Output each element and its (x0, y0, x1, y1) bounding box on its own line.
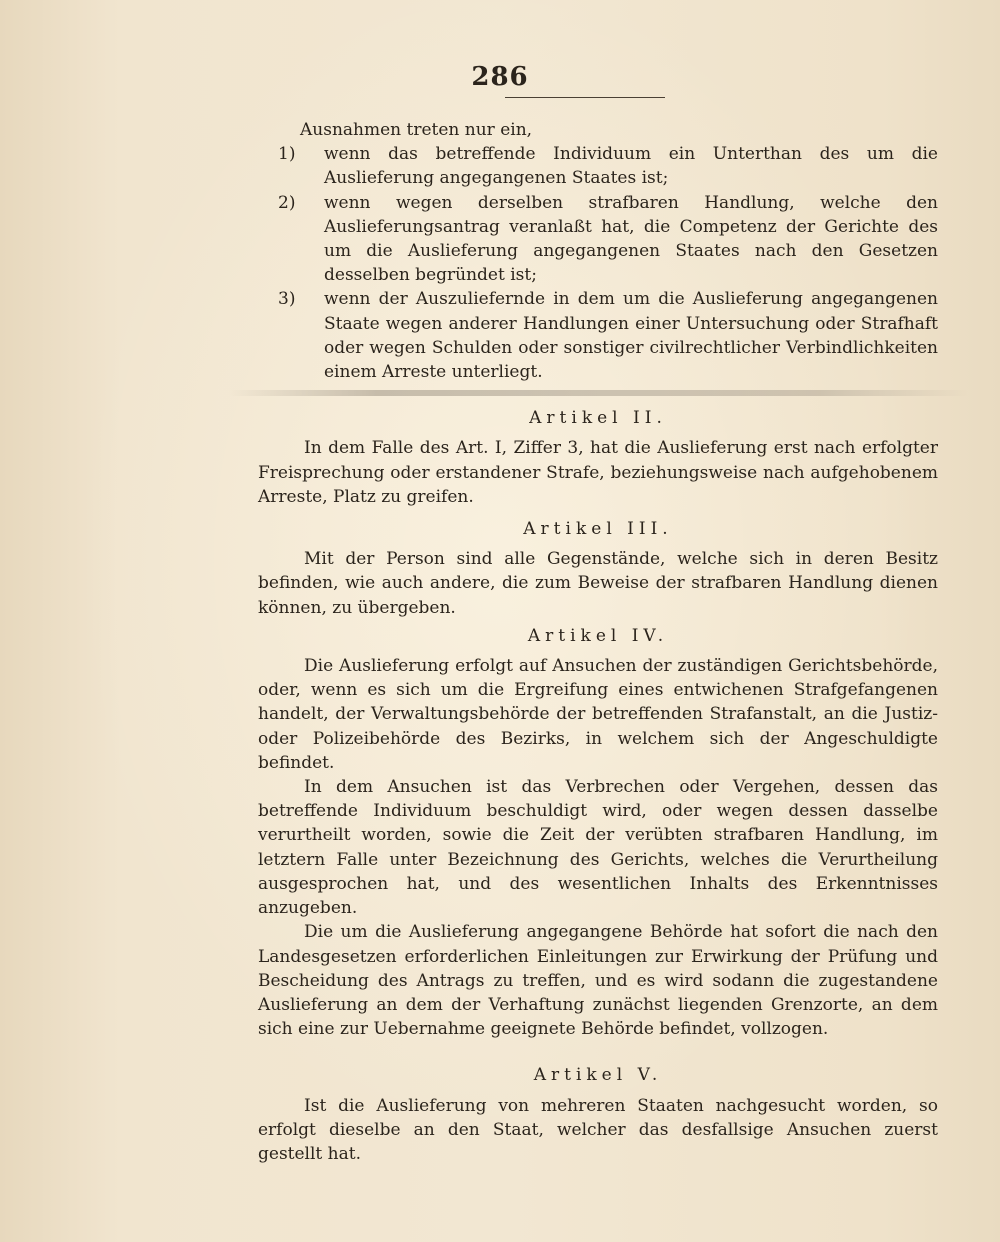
exception-item (258, 287, 938, 384)
article-2-heading: Artikel II. (529, 408, 667, 429)
exceptions-intro: Ausnahmen treten nur ein, (300, 120, 533, 140)
article-4-paragraph: In dem Ansuchen ist das Verbrechen oder Vergehen, dessen das betreffende Individuum beschuldigt wird, oder wegen dessen dasselbe verurtheilt worden, sowie die Zeit der verübten strafbaren Handlung, im letztern Falle unter Bezeichnung des Gerichts, welches die Verurtheilung ausgesprochen hat, und des wesentlichen Inhalts des Erkenntnisses anzugeben. (258, 777, 938, 919)
article-3-heading: Artikel III. (523, 519, 673, 540)
article-2-paragraph: In dem Falle des Art. I, Ziffer 3, hat die Auslieferung erst nach erfolgter Freisprechung oder erstandener Strafe, beziehungsweise nach aufgehobenem Arreste, Platz zu greifen. (258, 438, 938, 507)
page-number: 286 (471, 62, 529, 92)
article-5-heading: Artikel V. (533, 1065, 663, 1086)
page-body (258, 118, 938, 1166)
exception-text: wenn der Auszuliefernde in dem um die Auslieferung angegangenen Staate wegen anderer Handlungen einer Untersuchung oder Strafhaft oder wegen Schulden oder sonstiger civilrechtlicher Verbindlichkeiten einem Arreste unterliegt. (324, 289, 938, 383)
exception-text: wenn das betreffende Individuum ein Unterthan des um die Auslieferung angegangenen Staates ist; (324, 144, 938, 189)
exception-number: 2) (278, 192, 296, 213)
exception-item (258, 142, 938, 190)
section-divider (228, 390, 968, 396)
article-3-paragraph: Mit der Person sind alle Gegenstände, welche sich in deren Besitz befinden, wie auch andere, die zum Beweise der strafbaren Handlung dienen können, zu übergeben. (258, 549, 938, 618)
header-rule (505, 97, 665, 98)
exception-text: wenn wegen derselben strafbaren Handlung, welche den Auslieferungsantrag veranlaßt hat, die Competenz der Gerichte des um die Auslieferung angegangenen Staates nach den Gesetzen desselben begründet ist; (324, 192, 938, 286)
article-4-paragraph: Die Auslieferung erfolgt auf Ansuchen der zuständigen Gerichtsbehörde, oder, wenn es sich um die Ergreifung eines entwichenen Strafgefangenen handelt, der Verwaltungsbehörde der betreffenden Strafanstalt, an die Justiz- oder Polizeibehörde des Bezirks, in welchem sich der Angeschuldigte befindet. (258, 656, 938, 773)
exception-number: 3) (278, 289, 296, 310)
article-4-paragraph: Die um die Auslieferung angegangene Behörde hat sofort die nach den Landesgesetzen erforderlichen Einleitungen zur Erwirkung der Prüfung und Bescheidung des Antrags zu treffen, und es wird sodann die zugestandene Auslieferung an dem der Verhaftung zunächst liegenden Grenzorte, an dem sich eine zur Uebernahme geeignete Behörde befindet, vollzogen. (258, 922, 938, 1040)
exception-number: 1) (278, 144, 296, 165)
exception-item (258, 191, 938, 288)
article-5-paragraph: Ist die Auslieferung von mehreren Staaten nachgesucht worden, so erfolgt dieselbe an den Staat, welcher das desfallsige Ansuchen zuerst gestellt hat. (258, 1095, 938, 1164)
article-4-heading: Artikel IV. (527, 625, 669, 646)
